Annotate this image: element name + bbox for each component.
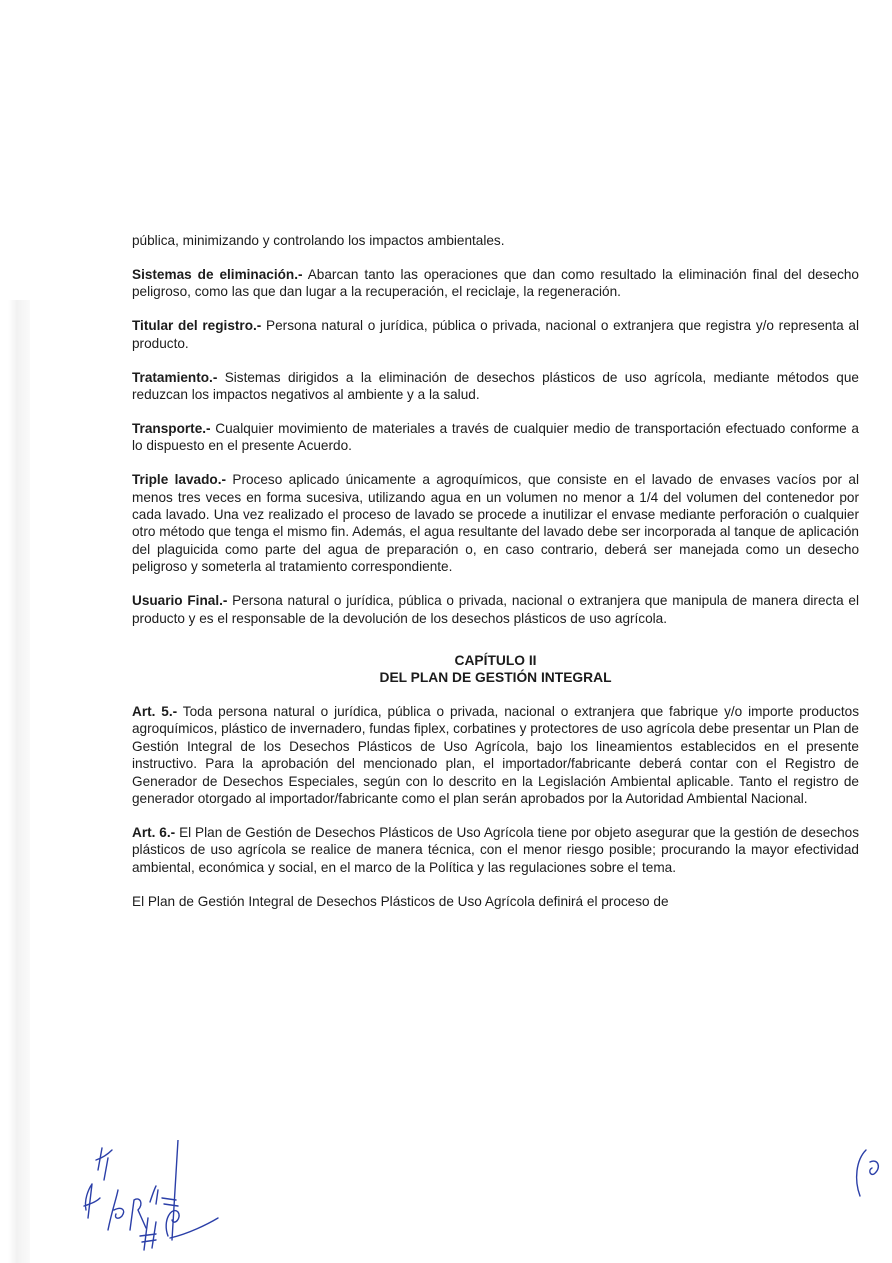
definition-triple-lavado (132, 471, 859, 575)
article-text: Toda persona natural o jurídica, pública o privada, nacional o extranjera que fabrique y/o importe productos agroquímicos, plástico de invernadero, fundas fiplex, corbatines y protectores de uso agrícola debe presentar un Plan de Gestión Integral de los Desechos Plásticos de Uso Agrícola, bajo los lineamientos establecidos en el presente instructivo. Para la aprobación del mencionado plan, el importador/fabricante deberá contar con el Registro de Generador de Desechos Especiales, según con lo descrito en la Legislación Ambiental aplicable. Tanto el registro de generador otorgado al importador/fabricante como el plan serán aprobados por la Autoridad Ambiental Nacional. (132, 703, 859, 806)
definition-transporte (132, 420, 859, 455)
signature-stroke (870, 1161, 879, 1174)
handwritten-initials-signature (78, 1140, 238, 1255)
definition-titular-registro (132, 317, 859, 352)
definition-usuario-final (132, 592, 859, 627)
signature-stroke (130, 1199, 146, 1230)
article-5 (132, 703, 859, 807)
definition-sistemas-eliminacion (132, 266, 859, 301)
article-label: Art. 6.- (132, 824, 176, 840)
chapter-number: CAPÍTULO II (454, 652, 537, 668)
definition-text: Sistemas dirigidos a la eliminación de desechos plásticos de uso agrícola, mediante métodos que reduzcan los impactos negativos al ambiente y a la salud. (132, 369, 859, 402)
definition-term: Sistemas de eliminación.- (132, 266, 303, 282)
definition-term: Tratamiento.- (132, 369, 218, 385)
signature-stroke (162, 1198, 218, 1238)
chapter-title: DEL PLAN DE GESTIÓN INTEGRAL (379, 669, 612, 685)
definition-tratamiento (132, 369, 859, 404)
definition-term: Triple lavado.- (132, 472, 227, 488)
article-6 (132, 824, 859, 876)
signature-stroke (108, 1190, 124, 1230)
paragraph-text: El Plan de Gestión Integral de Desechos Plásticos de Uso Agrícola definirá el proceso de (132, 893, 669, 909)
definition-term: Usuario Final.- (132, 593, 228, 609)
definition-text: Persona natural o jurídica, pública o privada, nacional o extranjera que registra y/o representa al producto. (132, 318, 859, 351)
paragraph-plan-definition (132, 893, 859, 910)
paragraph-continuation (132, 232, 859, 249)
signature-stroke (857, 1150, 866, 1196)
definition-text: Persona natural o jurídica, pública o privada, nacional o extranjera que manipula de manera directa el producto y es el responsable de la devolución de los desechos plásticos de uso agrícola. (132, 593, 859, 626)
paragraph-text: pública, minimizando y controlando los impactos ambientales. (132, 233, 505, 248)
chapter-heading (132, 652, 859, 686)
article-label: Art. 5.- (132, 703, 178, 719)
signature-stroke (140, 1218, 156, 1250)
definition-text: Abarcan tanto las operaciones que dan como resultado la eliminación final del desecho peligroso, como las que dan lugar a la recuperación, el reciclaje, la regeneración. (132, 266, 859, 300)
margin-initial-mark (848, 1140, 892, 1200)
article-text: El Plan de Gestión de Desechos Plásticos de Uso Agrícola tiene por objeto asegurar que la gestión de desechos plásticos de uso agrícola se realice de manera técnica, con el menor riesgo posible; procurando la mayor efectividad ambiental, económica y social, en el marco de la Política y las regulaciones sobre el tema. (132, 824, 859, 875)
definition-term: Transporte.- (132, 420, 211, 436)
definition-term: Titular del registro.- (132, 318, 262, 334)
definition-text: Cualquier movimiento de materiales a través de cualquier medio de transportación efectuado conforme a lo dispuesto en el presente Acuerdo. (132, 420, 859, 454)
signature-stroke (84, 1184, 100, 1218)
definition-text: Proceso aplicado únicamente a agroquímicos, que consiste en el lavado de envases vacíos por al menos tres veces en forma sucesiva, utilizando agua en un volumen no menor a 1/4 del volumen del contenedor por cada lavado. Una vez realizado el proceso de lavado se procede a inutilizar el envase mediante perforación o cualquier otro método que tenga el mismo fin. Además, el agua resultante del lavado debe ser incorporada al tanque de aplicación del plaguicida como parte del agua de preparación o, en caso contrario, deberá ser manejada como un desecho peligroso y someterla al tratamiento correspondiente. (132, 472, 860, 575)
scan-edge-shadow (8, 300, 30, 1263)
signature-stroke (172, 1140, 178, 1240)
signature-stroke (150, 1186, 158, 1204)
document-body (132, 232, 859, 926)
signature-stroke (96, 1148, 112, 1180)
